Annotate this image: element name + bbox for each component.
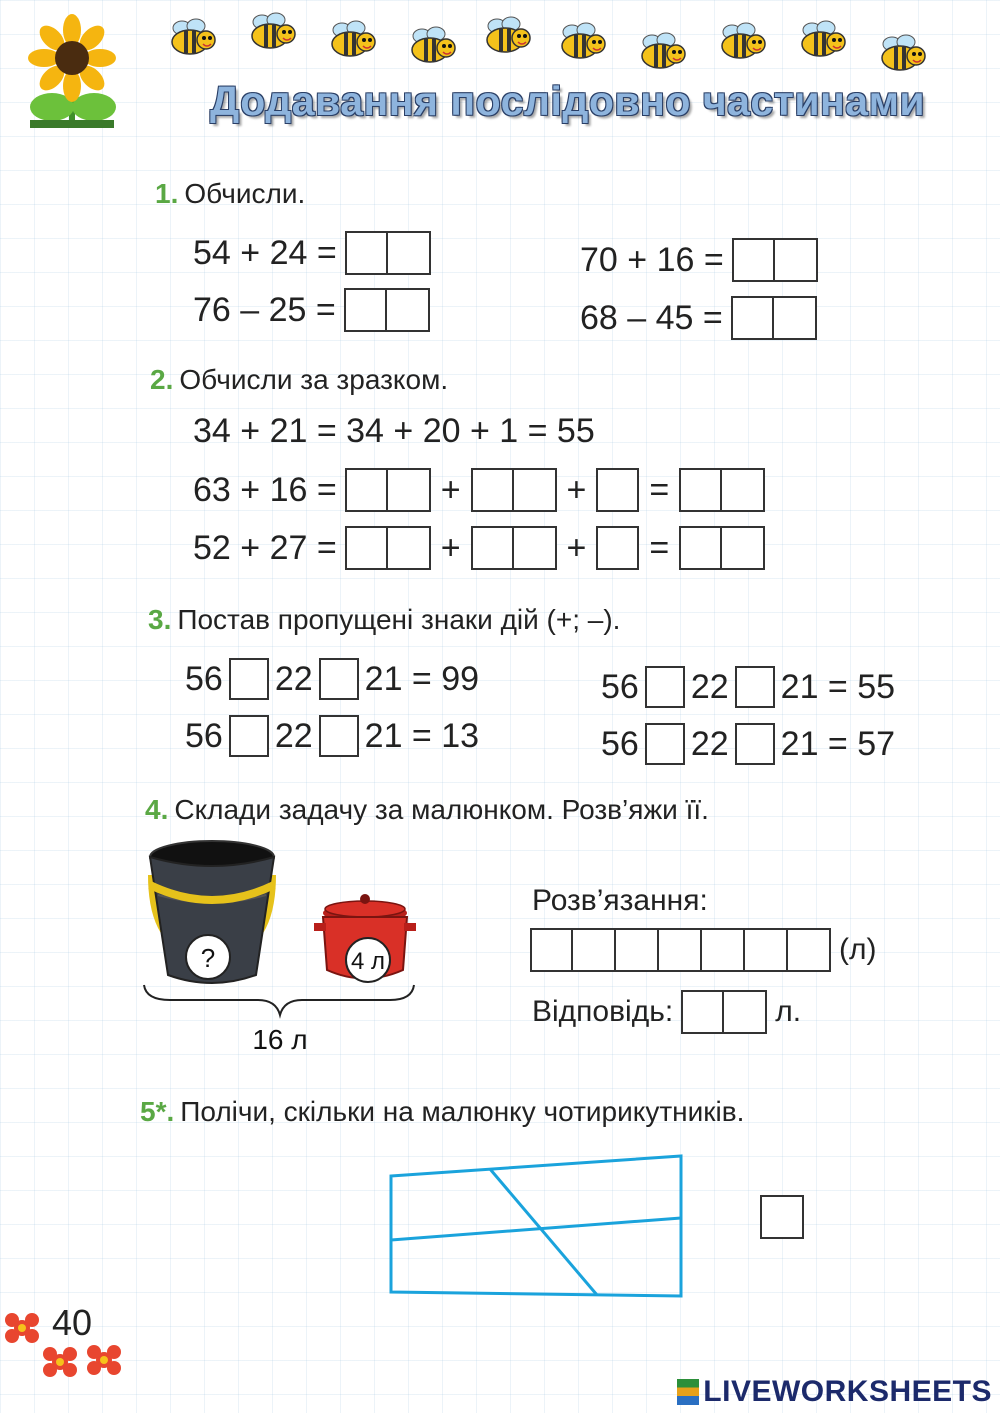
- task3-number: 3.: [148, 604, 172, 635]
- answer-label: Відповідь:: [532, 995, 674, 1028]
- task1-eq2: [193, 288, 430, 332]
- task2-row2: [193, 526, 765, 570]
- task3-heading: [148, 604, 620, 636]
- answer-box[interactable]: [724, 990, 767, 1034]
- answer-box[interactable]: [387, 288, 430, 332]
- number-56: 56: [185, 716, 223, 755]
- answer-box[interactable]: [345, 231, 388, 275]
- number-22: 22: [690, 667, 729, 706]
- number-22: 22: [274, 716, 313, 755]
- task5-text: Полічи, скільки на малюнку чотирикутників.: [180, 1096, 745, 1127]
- task3-text: Постав пропущені знаки дій (+; –).: [177, 604, 621, 635]
- sign-box[interactable]: [645, 666, 685, 708]
- task3-eq1: [185, 658, 479, 700]
- task1-number: 1.: [155, 178, 179, 209]
- solution-unit: (л): [839, 933, 877, 966]
- solution-box[interactable]: [702, 928, 745, 972]
- solution-box[interactable]: [573, 928, 616, 972]
- solution-box[interactable]: [530, 928, 573, 972]
- answer-box[interactable]: [679, 526, 722, 570]
- answer-box[interactable]: [514, 468, 557, 512]
- plus-sign: +: [440, 470, 461, 509]
- sign-box[interactable]: [645, 723, 685, 765]
- answer-box[interactable]: [514, 526, 557, 570]
- answer-box[interactable]: [679, 468, 722, 512]
- solution-label: Розв’язання:: [532, 884, 708, 917]
- brand-text: LIVEWORKSHEETS: [703, 1375, 992, 1408]
- sign-box[interactable]: [319, 658, 359, 700]
- count-answer-box[interactable]: [760, 1195, 804, 1239]
- answer-box[interactable]: [775, 238, 818, 282]
- task3-eq4: [601, 723, 895, 765]
- solution-box[interactable]: [659, 928, 702, 972]
- answer-box[interactable]: [722, 468, 765, 512]
- total-label: 16 л: [252, 1024, 308, 1055]
- sign-box[interactable]: [735, 666, 775, 708]
- task2-row2-text: 52 + 27 =: [193, 528, 337, 567]
- sign-box[interactable]: [319, 715, 359, 757]
- task3-result: 21 = 13: [364, 716, 480, 755]
- answer-box[interactable]: [344, 288, 387, 332]
- answer-box[interactable]: [388, 468, 431, 512]
- task2-row1-text: 63 + 16 =: [193, 470, 337, 509]
- task3-eq2: [185, 715, 479, 757]
- answer-box[interactable]: [471, 468, 514, 512]
- number-22: 22: [274, 659, 313, 698]
- solution-box[interactable]: [788, 928, 831, 972]
- task1-text: Обчисли.: [184, 178, 306, 209]
- answer-box[interactable]: [345, 468, 388, 512]
- page-number: 40: [52, 1302, 93, 1343]
- page-title: Додавання послідовно частинами: [210, 78, 926, 124]
- answer-box[interactable]: [774, 296, 817, 340]
- answer-box[interactable]: [345, 526, 388, 570]
- task4-text: Склади задачу за малюнком. Розв’яжи її.: [174, 794, 709, 825]
- task1-eq4-text: 68 – 45 =: [580, 298, 723, 337]
- task2-number: 2.: [150, 364, 174, 395]
- answer-unit: л.: [775, 995, 802, 1028]
- task2-example: 34 + 21 = 34 + 20 + 1 = 55: [193, 412, 595, 450]
- sign-box[interactable]: [229, 715, 269, 757]
- task1-eq1-text: 54 + 24 =: [193, 233, 337, 272]
- answer-box[interactable]: [731, 296, 774, 340]
- answer-box[interactable]: [596, 526, 639, 570]
- task1-eq1: [193, 231, 431, 275]
- answer-row: [532, 990, 801, 1034]
- sunflower-icon: [22, 12, 122, 132]
- solution-box[interactable]: [616, 928, 659, 972]
- task1-eq2-text: 76 – 25 =: [193, 290, 336, 329]
- task5-heading: [140, 1096, 744, 1128]
- task2-text: Обчисли за зразком.: [179, 364, 449, 395]
- pot-label: 4 л: [350, 948, 386, 975]
- number-56: 56: [185, 659, 223, 698]
- bees-decoration: [160, 10, 960, 80]
- task3-result: 21 = 99: [364, 659, 480, 698]
- task3-eq3: [601, 666, 895, 708]
- answer-box[interactable]: [471, 526, 514, 570]
- task1-heading: [155, 178, 305, 210]
- answer-box[interactable]: [732, 238, 775, 282]
- brand-logo-icon: [677, 1379, 699, 1405]
- quadrilaterals-figure: [385, 1150, 690, 1300]
- task1-eq4: [580, 296, 817, 340]
- plus-sign: +: [566, 470, 587, 509]
- answer-box[interactable]: [681, 990, 724, 1034]
- task1-eq3: [580, 238, 818, 282]
- task1-eq3-text: 70 + 16 =: [580, 240, 724, 279]
- answer-box[interactable]: [722, 526, 765, 570]
- task4-heading: [145, 794, 709, 826]
- task5-number: 5*.: [140, 1096, 175, 1127]
- bucket-label: ?: [200, 943, 216, 973]
- sign-box[interactable]: [229, 658, 269, 700]
- number-56: 56: [601, 667, 639, 706]
- task3-result: 21 = 55: [780, 667, 896, 706]
- solution-box[interactable]: [745, 928, 788, 972]
- task2-row1: [193, 468, 765, 512]
- answer-box[interactable]: [388, 231, 431, 275]
- equals-sign: =: [649, 528, 670, 567]
- brand-logo: [677, 1375, 992, 1409]
- equals-sign: =: [649, 470, 670, 509]
- sign-box[interactable]: [735, 723, 775, 765]
- bucket-and-pot-illustration: [140, 835, 430, 1055]
- answer-box[interactable]: [388, 526, 431, 570]
- task3-result: 21 = 57: [780, 724, 896, 763]
- task2-heading: [150, 364, 448, 396]
- plus-sign: +: [566, 528, 587, 567]
- solution-row: [530, 928, 877, 972]
- number-56: 56: [601, 724, 639, 763]
- answer-box[interactable]: [596, 468, 639, 512]
- task4-number: 4.: [145, 794, 169, 825]
- number-22: 22: [690, 724, 729, 763]
- plus-sign: +: [440, 528, 461, 567]
